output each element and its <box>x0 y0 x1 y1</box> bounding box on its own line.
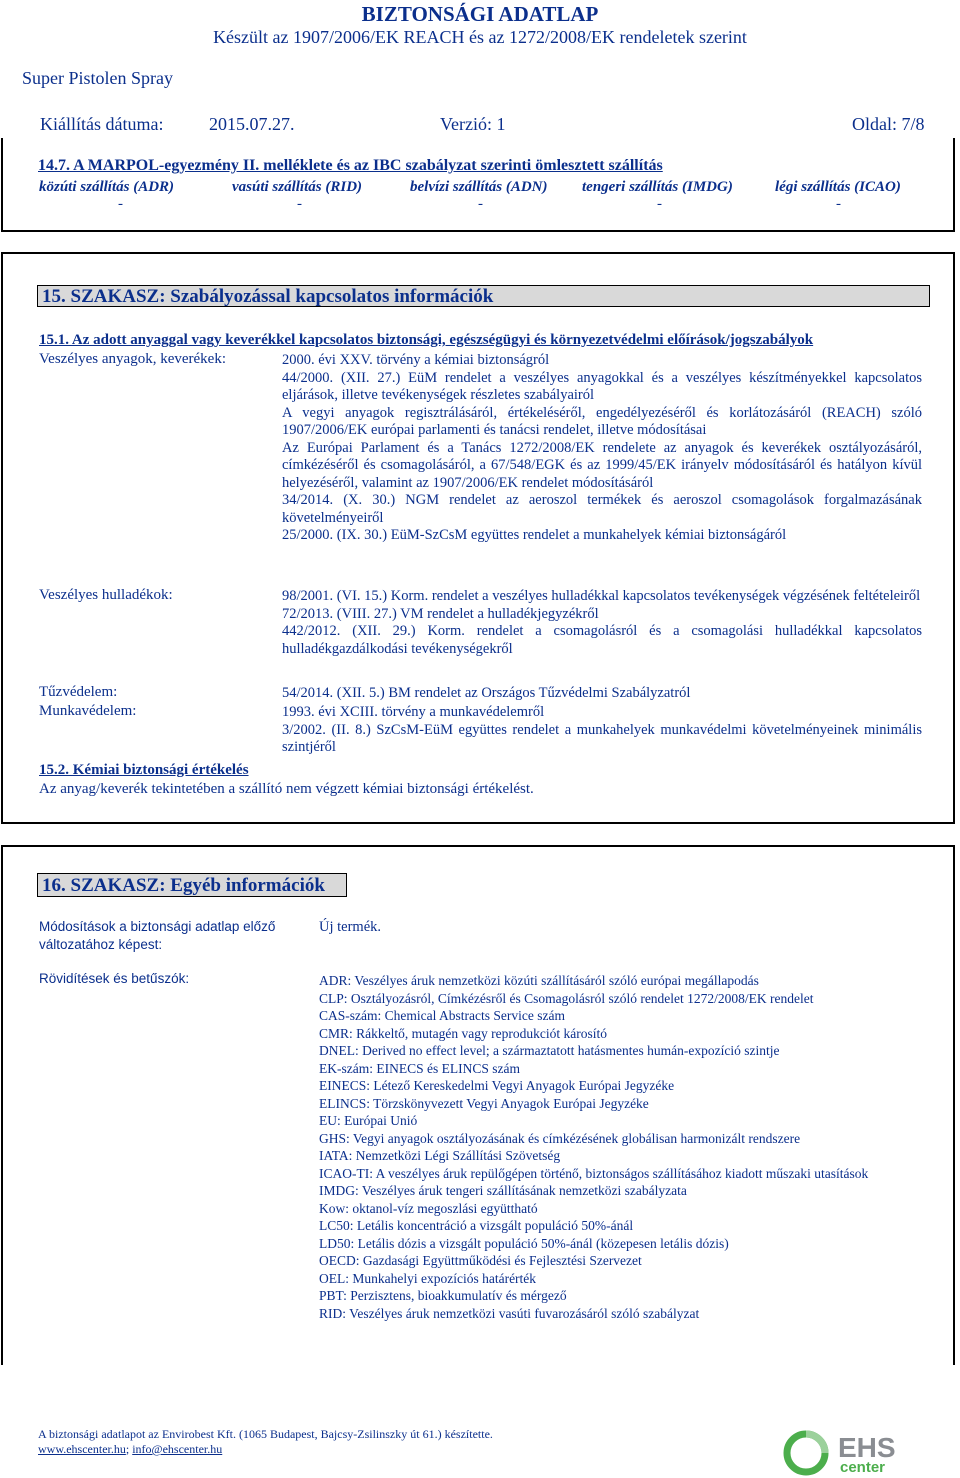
product-name: Super Pistolen Spray <box>22 68 173 88</box>
transport-value-rid: - <box>297 196 302 212</box>
changes-label: Módosítások a biztonsági adatlap előző változatához képest: <box>39 919 276 952</box>
abbreviation-item: LD50: Letális dózis a vizsgált populáció 50%-ánál (közepesen letális dózis) <box>319 1235 729 1251</box>
transport-mode-imdg: tengeri szállítás (IMDG) <box>582 179 733 195</box>
regulation-item: A vegyi anyagok regisztrálásáról, értékeléséről, engedélyezéséről és korlátozásáról (REACH) szóló 1907/2006/EK európai parlamenti és tanácsi rendelet, illetve módosításai <box>282 404 922 438</box>
abbreviation-item: Kow: oktanol-víz megoszlási együttható <box>319 1200 538 1216</box>
section-16-title: 16. SZAKASZ: Egyéb információk <box>37 873 347 897</box>
abbreviation-item: CMR: Rákkeltő, mutagén vagy reprodukciót károsító <box>319 1025 607 1041</box>
abbreviation-item: CLP: Osztályozásról, Címkézésről és Csomagolásról szóló rendelet 1272/2008/EK rendelet <box>319 990 814 1006</box>
document-subtitle: Készült az 1907/2006/EK REACH és az 1272/2008/EK rendeletek szerint <box>213 27 747 47</box>
abbreviation-item: IMDG: Veszélyes áruk tengeri szállításának nemzetközi szabályzata <box>319 1183 687 1198</box>
section-15-1-heading: 15.1. Az adott anyaggal vagy keverékkel kapcsolatos biztonsági, egészségügyi és környezetvédelmi előírások/jogszabályok <box>39 332 814 348</box>
regulation-item: 1993. évi XCIII. törvény a munkavédelemről <box>282 704 545 720</box>
regulation-item: 442/2012. (XII. 29.) Korm. rendelet a csomagolásról és a csomagolási hulladékkal kapcsolatos hulladékgazdálkodási tevékenységekről <box>282 623 922 657</box>
transport-value-adr: - <box>118 196 123 212</box>
fire-protection-label: Tűzvédelem: <box>39 684 118 700</box>
regulation-item: 2000. évi XXV. törvény a kémiai biztonságról <box>282 352 550 368</box>
hazardous-substances-list <box>282 352 922 545</box>
regulation-item: 54/2014. (XII. 5.) BM rendelet az Országos Tűzvédelmi Szabályzatról <box>282 685 691 701</box>
hazardous-waste-list <box>282 588 922 658</box>
hazardous-waste-label: Veszélyes hulladékok: <box>39 587 173 603</box>
abbreviation-item: ICAO-TI: A veszélyes áruk repülőgépen történő, biztonságos szállításához kiadott műszaki utasítások <box>319 1165 869 1181</box>
section-15-2-text: Az anyag/keverék tekintetében a szállító nem végzett kémiai biztonsági értékelést. <box>39 781 534 797</box>
issue-date: 2015.07.27. <box>209 114 295 134</box>
abbreviation-item: CAS-szám: Chemical Abstracts Service szám <box>319 1008 565 1023</box>
regulation-item: 44/2000. (XII. 27.) EüM rendelet a veszélyes anyagokkal és a veszélyes készítményekkel kapcsolatos eljárások, illetve tevékenységek részletes szabályairól <box>282 369 922 403</box>
abbreviation-item: RID: Veszélyes áruk nemzetközi vasúti fuvarozásáról szóló szabályzat <box>319 1305 700 1321</box>
abbreviation-item: EU: Európai Unió <box>319 1113 418 1128</box>
abbreviation-item: DNEL: Derived no effect level; a származtatott hatásmentes humán-expozíció szintje <box>319 1043 780 1058</box>
hazardous-substances-label: Veszélyes anyagok, keverékek: <box>39 351 227 367</box>
work-safety-list <box>282 704 922 757</box>
footer-links <box>38 1442 222 1457</box>
website-link[interactable]: www.ehscenter.hu <box>38 1442 126 1456</box>
changes-value: Új termék. <box>319 919 382 935</box>
transport-mode-icao: légi szállítás (ICAO) <box>775 179 901 195</box>
abbreviation-item: ADR: Veszélyes áruk nemzetközi közúti szállításáról szóló európai megállapodás <box>319 973 759 988</box>
transport-value-imdg: - <box>657 196 662 212</box>
regulation-item: 3/2002. (II. 8.) SzCsM-EüM együttes rendelet a munkahelyek munkavédelmi követelményeinek minimális szintjéről <box>282 721 922 755</box>
abbreviation-item: ELINCS: Törzskönyvezett Vegyi Anyagok Európai Jegyzéke <box>319 1095 649 1111</box>
abbreviation-item: GHS: Vegyi anyagok osztályozásának és címkézésének globálisan harmonizált rendszere <box>319 1130 801 1146</box>
transport-mode-adr: közúti szállítás (ADR) <box>39 179 175 195</box>
page-number: Oldal: 7/8 <box>852 114 925 134</box>
regulation-item: 25/2000. (IX. 30.) EüM-SzCsM együttes rendelet a munkahelyek kémiai biztonságáról <box>282 527 787 543</box>
work-safety-label: Munkavédelem: <box>39 703 137 719</box>
transport-heading: 14.7. A MARPOL-egyezmény II. melléklete és az IBC szabályzat szerinti ömlesztett szállítás <box>38 157 663 174</box>
regulation-item: Az Európai Parlament és a Tanács 1272/2008/EK rendelete az anyagok és keverékek osztályozásáról, címkézéséről és csomagolásáról, a 67/548/EGK és az 1999/45/EK irányelv módosításáról és hatályon kívül helyezéséről, valamint az 1907/2006/EK rendelet módosításáról <box>282 439 922 491</box>
issue-date-label: Kiállítás dátuma: <box>40 114 164 134</box>
section-15-2-heading: 15.2. Kémiai biztonsági értékelés <box>39 762 249 778</box>
logo-text: EHS <box>838 1432 896 1463</box>
abbreviation-item: OECD: Gazdasági Együttműködési és Fejlesztési Szervezet <box>319 1253 642 1268</box>
regulation-item: 34/2014. (X. 30.) NGM rendelet az aeroszol termékek és aeroszol csomagolások forgalmazásának követelményeiről <box>282 492 922 526</box>
transport-mode-rid: vasúti szállítás (RID) <box>232 179 363 195</box>
footer-separator: ; <box>125 1442 133 1456</box>
regulation-item: 98/2001. (VI. 15.) Korm. rendelet a veszélyes hulladékkal kapcsolatos tevékenységek végzésének feltételeiről <box>282 588 921 604</box>
version: Verzió: 1 <box>440 114 506 134</box>
abbreviation-item: IATA: Nemzetközi Légi Szállítási Szövetség <box>319 1148 561 1163</box>
email-link[interactable]: info@ehscenter.hu <box>132 1442 223 1456</box>
fire-protection-list <box>282 685 922 703</box>
section-15-title: 15. SZAKASZ: Szabályozással kapcsolatos információk <box>37 285 930 307</box>
transport-value-adn: - <box>478 196 483 212</box>
regulation-item: 72/2013. (VIII. 27.) VM rendelet a hulladékjegyzékről <box>282 605 599 622</box>
transport-value-icao: - <box>836 196 841 212</box>
abbreviation-item: EINECS: Létező Kereskedelmi Vegyi Anyagok Európai Jegyzéke <box>319 1078 675 1093</box>
abbreviation-item: OEL: Munkahelyi expozíciós határérték <box>319 1270 537 1286</box>
abbreviation-item: PBT: Perzisztens, bioakkumulatív és mérgező <box>319 1288 567 1303</box>
document-title: BIZTONSÁGI ADATLAP <box>361 2 599 26</box>
abbreviation-item: LC50: Letális koncentráció a vizsgált populáció 50%-ánál <box>319 1218 634 1233</box>
abbreviations-label: Rövidítések és betűszók: <box>39 971 190 986</box>
transport-mode-adn: belvízi szállítás (ADN) <box>410 179 548 195</box>
abbreviation-item: EK-szám: EINECS és ELINCS szám <box>319 1060 520 1076</box>
logo-subtext: center <box>840 1459 886 1476</box>
footer-credit: A biztonsági adatlapot az Envirobest Kft. (1065 Budapest, Bajcsy-Zsilinszky út 61.) készítette. <box>38 1427 493 1441</box>
abbreviations-list <box>319 972 923 1322</box>
